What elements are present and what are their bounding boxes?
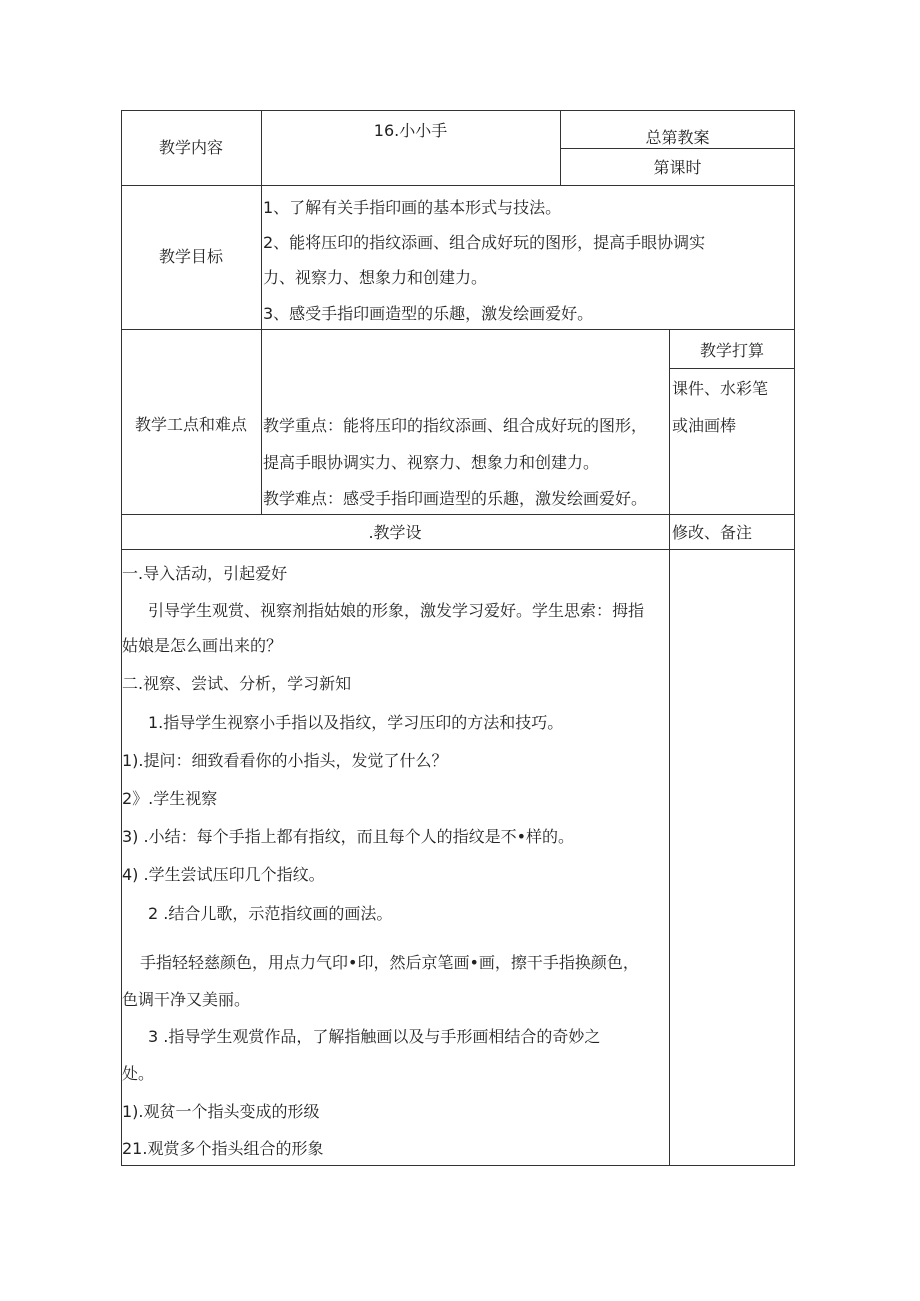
preparation-label: 教学打算 — [699, 341, 764, 360]
body-line: 处。 — [122, 1064, 155, 1083]
objective-line: 1、了解有关手指印画的基本形式与技法。 — [263, 198, 562, 217]
body-line: 色调干净又美丽。 — [122, 990, 251, 1009]
keypoint-line: 教学难点：感受手指印画造型的乐趣，激发绘画爱好。 — [263, 489, 648, 508]
objectives-label: 教学目标 — [158, 247, 223, 266]
rule-notes-column — [669, 329, 670, 1166]
keypoint-line: 教学重点：能将压印的指纹添画、组合成好玩的图形， — [263, 416, 648, 435]
objective-line: 3、感受手指印画造型的乐趣，激发绘画爱好。 — [263, 304, 594, 323]
body-line: 3) .小结：每个手指上都有指纹，而且每个人的指纹是不•样的。 — [122, 827, 575, 846]
rule-after-design-header — [121, 549, 795, 550]
rule-after-header — [121, 185, 795, 186]
objective-line: 力、视察力、想象力和创建力。 — [263, 268, 488, 287]
lesson-period: 第课时 — [653, 158, 702, 177]
lesson-title: 16.小小手 — [373, 121, 448, 140]
body-line: 手指轻轻慈颜色，用点力气印•印，然后京笔画•画，擦干手指换颜色， — [140, 953, 639, 972]
total-plan: 总第教案 — [645, 128, 710, 147]
body-line: 2》.学生视察 — [122, 789, 218, 808]
rule-header-right-mid — [560, 148, 795, 149]
body-line: 二.视察、尝试、分析，学习新知 — [122, 674, 352, 693]
body-line: 2 .结合儿歌，示范指纹画的画法。 — [148, 904, 393, 923]
body-line: 引导学生观赏、视察剂指姑娘的形象，激发学习爱好。学生思索：拇指 — [148, 601, 645, 620]
content-label: 教学内容 — [158, 138, 223, 157]
body-line: 姑娘是怎么画出来的？ — [122, 636, 283, 655]
keypoints-label: 教学工点和难点 — [134, 415, 247, 434]
rule-label-column — [261, 110, 262, 514]
keypoint-line: 提高手眼协调实力、视察力、想象力和创建力。 — [263, 453, 600, 472]
rule-prep-label — [669, 368, 795, 369]
body-line: 1).提问：细致看看你的小指头，发觉了什么？ — [122, 751, 448, 770]
objective-line: 2、能将压印的指纹添画、组合成好玩的图形，提高手眼协调实 — [263, 233, 706, 252]
notes-label: 修改、备注 — [672, 523, 753, 542]
body-line: 3 .指导学生观赏作品，了解指触画以及与手形画相结合的奇妙之 — [148, 1027, 601, 1046]
rule-after-keypoints — [121, 514, 795, 515]
body-line: 21.观赏多个指头组合的形象 — [122, 1139, 324, 1158]
body-line: 一.导入活动，引起爱好 — [122, 564, 288, 583]
body-line: 4) .学生尝试压印几个指纹。 — [122, 865, 325, 884]
rule-after-objectives — [121, 329, 795, 330]
design-label: .教学设 — [368, 523, 422, 542]
preparation-line: 课件、水彩笔 — [672, 379, 769, 398]
preparation-line: 或油画棒 — [672, 416, 737, 435]
body-line: 1.指导学生视察小手指以及指纹，学习压印的方法和技巧。 — [148, 713, 564, 732]
body-line: 1).观贫一个指头变成的形级 — [122, 1102, 320, 1121]
